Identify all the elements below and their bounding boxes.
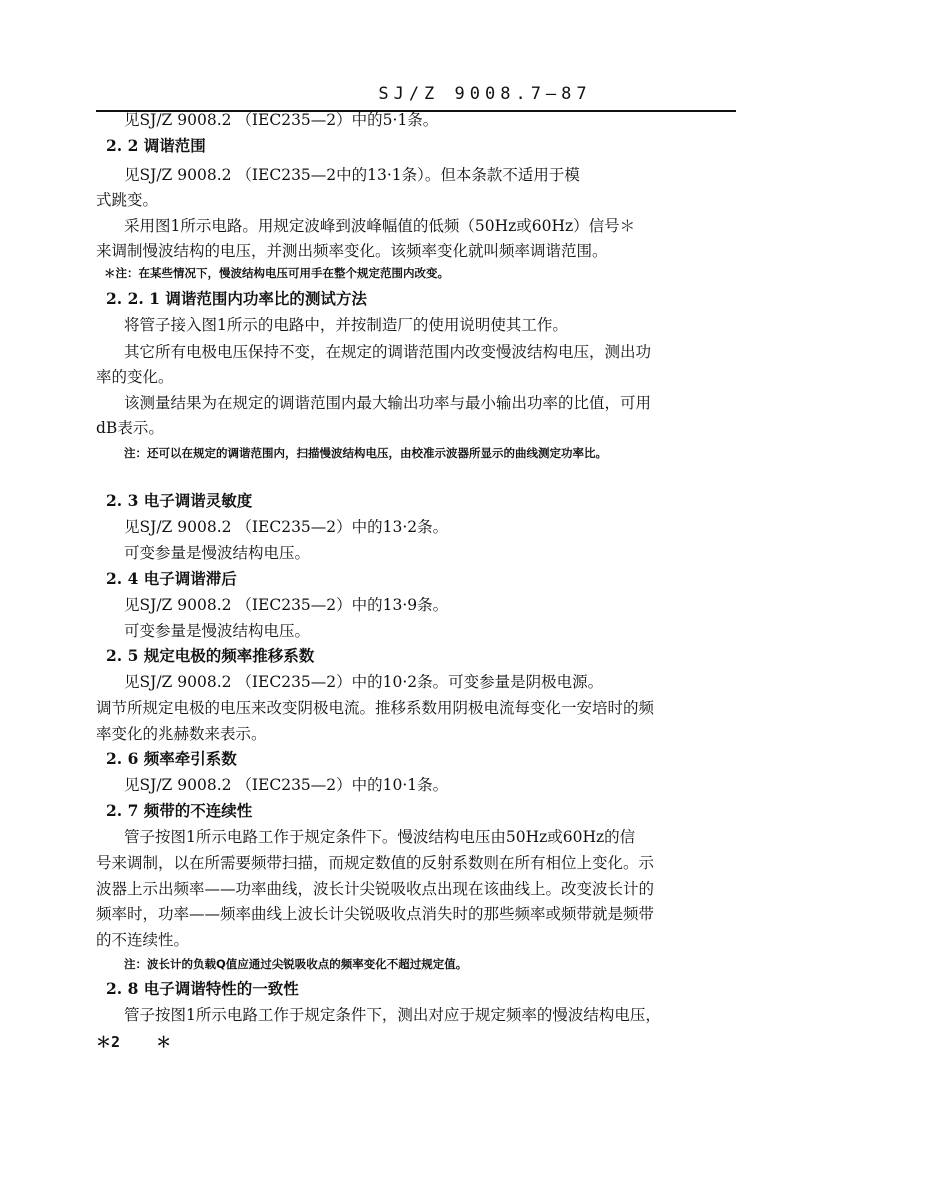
text-line: 采用图1所示电路。用规定波峰到波峰幅值的低频（50Hz或60Hz）信号＊ <box>124 217 636 235</box>
section-heading-2-2: 2. 2 调谐范围 <box>106 136 206 155</box>
text-line: 率的变化。 <box>96 368 174 386</box>
section-heading-2-3: 2. 3 电子调谐灵敏度 <box>106 491 253 510</box>
note: 注：波长计的负载Q值应通过尖锐吸收点的频率变化不超过规定值。 <box>124 957 468 971</box>
text-line: 将管子接入图1所示的电路中，并按制造厂的使用说明使其工作。 <box>124 316 568 334</box>
text-line: 来调制慢波结构的电压，并测出频率变化。该频率变化就叫频率调谐范围。 <box>96 242 608 260</box>
section-heading-2-6: 2. 6 频率牵引系数 <box>106 749 237 768</box>
footnote: ＊注：在某些情况下，慢波结构电压可用手在整个规定范围内改变。 <box>104 266 449 280</box>
text-line: 率变化的兆赫数来表示。 <box>96 725 267 743</box>
text-line: 见SJ/Z 9008.2 （IEC235—2中的13·1条）。但本条款不适用于模 <box>124 166 580 184</box>
text-line: 管子按图1所示电路工作于规定条件下，测出对应于规定频率的慢波结构电压， <box>124 1006 661 1024</box>
text-line: 式跳变。 <box>96 191 159 209</box>
text-line: 该测量结果为在规定的调谐范围内最大输出功率与最小输出功率的比值，可用 <box>124 394 652 412</box>
text-line: 见SJ/Z 9008.2 （IEC235—2）中的5·1条。 <box>124 111 439 129</box>
text-line: 见SJ/Z 9008.2 （IEC235—2）中的10·2条。可变参量是阴极电源。 <box>124 673 604 691</box>
section-heading-2-7: 2. 7 频带的不连续性 <box>106 801 253 820</box>
text-line: 可变参量是慢波结构电压。 <box>124 622 311 640</box>
text-line: 号来调制，以在所需要频带扫描，而规定数值的反射系数则在所有相位上变化。示 <box>96 854 655 872</box>
section-heading-2-4: 2. 4 电子调谐滞后 <box>106 569 237 588</box>
text-line: 的不连续性。 <box>96 931 190 949</box>
text-line: 频率时，功率——频率曲线上波长计尖锐吸收点消失时的那些频率或频带就是频带 <box>96 905 655 923</box>
page-number: ＊2 ＊ <box>96 1033 172 1051</box>
text-line: 见SJ/Z 9008.2 （IEC235—2）中的13·9条。 <box>124 596 449 614</box>
section-heading-2-2-1: 2. 2. 1 调谐范围内功率比的测试方法 <box>106 289 367 308</box>
note: 注：还可以在规定的调谐范围内，扫描慢波结构电压，由校准示波器所显示的曲线测定功率比。 <box>124 446 607 460</box>
text-line: 其它所有电极电压保持不变，在规定的调谐范围内改变慢波结构电压，测出功 <box>124 343 652 361</box>
text-line: 管子按图1所示电路工作于规定条件下。慢波结构电压由50Hz或60Hz的信 <box>124 828 636 846</box>
text-line: 波器上示出频率——功率曲线，波长计尖锐吸收点出现在该曲线上。改变波长计的 <box>96 880 655 898</box>
text-line: 见SJ/Z 9008.2 （IEC235—2）中的13·2条。 <box>124 518 449 536</box>
text-line: dB表示。 <box>96 419 164 437</box>
text-line: 见SJ/Z 9008.2 （IEC235—2）中的10·1条。 <box>124 776 449 794</box>
document-header: SJ/Z 9008.7—87 <box>378 84 592 104</box>
text-line: 可变参量是慢波结构电压。 <box>124 544 311 562</box>
section-heading-2-8: 2. 8 电子调谐特性的一致性 <box>106 979 299 998</box>
section-heading-2-5: 2. 5 规定电极的频率推移系数 <box>106 646 315 665</box>
text-line: 调节所规定电极的电压来改变阴极电流。推移系数用阴极电流每变化一安培时的频 <box>96 699 655 717</box>
